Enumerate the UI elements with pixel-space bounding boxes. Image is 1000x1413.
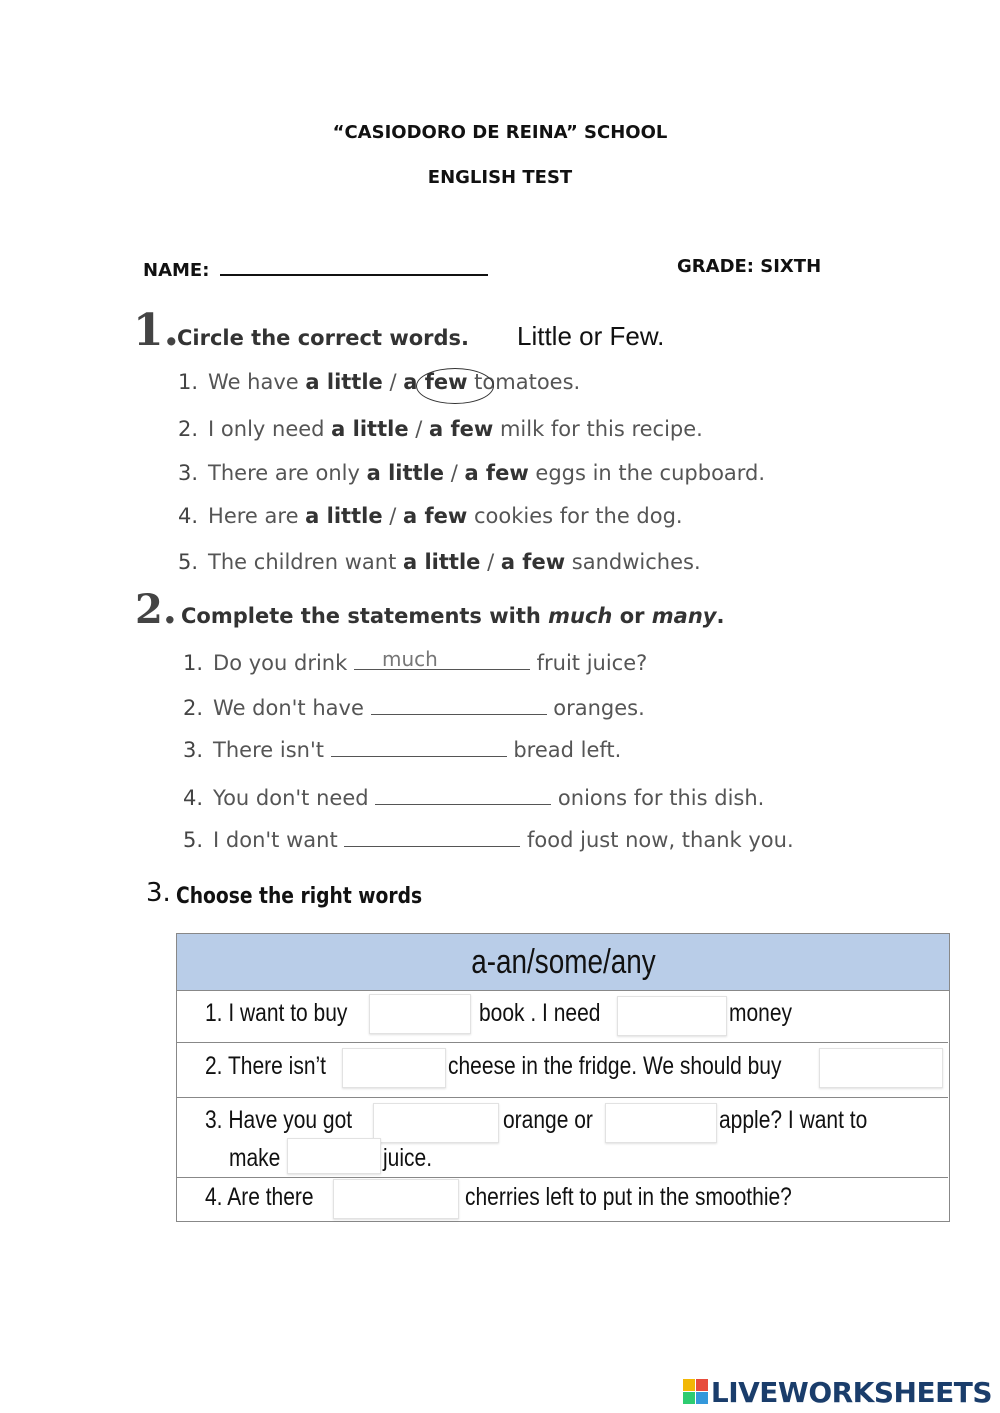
item-sep: / — [382, 504, 404, 528]
row1-answer-box-1[interactable] — [369, 994, 471, 1034]
item-number: 4. — [183, 786, 204, 810]
table-header-text: a-an/some/any — [470, 943, 656, 981]
row4-text-a: 4. Are there — [205, 1183, 314, 1211]
option-opt1[interactable]: a little — [331, 417, 409, 441]
section2-heading — [135, 586, 177, 633]
section2-title-end: . — [716, 604, 725, 628]
section1-item — [178, 504, 683, 528]
item-n: 5. — [178, 550, 199, 574]
item-pre: There are only — [208, 461, 367, 485]
table-row-2 — [177, 1043, 948, 1098]
item-post: eggs in the cupboard. — [528, 461, 766, 485]
item-number: 5. — [183, 828, 204, 852]
table-row-3 — [177, 1098, 948, 1178]
row1-text-a: 1. I want to buy — [205, 999, 348, 1027]
answer-blank[interactable] — [331, 736, 507, 757]
item-post: sandwiches. — [565, 550, 701, 574]
item-n: 1. — [178, 370, 199, 394]
item-number: 3. — [183, 738, 204, 762]
option-opt2[interactable]: a few — [464, 461, 529, 485]
answer-circle — [416, 368, 494, 404]
item-n: 2. — [178, 417, 199, 441]
section2-number: 2. — [135, 586, 177, 633]
item-post: cookies for the dog. — [467, 504, 683, 528]
section1-heading — [133, 305, 179, 356]
row3-answer-box-2[interactable] — [605, 1103, 717, 1143]
item-pre: There isn't — [213, 738, 331, 762]
table-row-4 — [177, 1178, 948, 1221]
name-label: NAME: — [143, 260, 210, 281]
row4-answer-box-1[interactable] — [333, 1179, 459, 1219]
item-pre: Do you drink — [213, 651, 354, 675]
option-opt1[interactable]: a little — [366, 461, 445, 485]
section2-title-pre: Complete the statements with — [181, 604, 549, 628]
row4-text-b: cherries left to put in the smoothie? — [465, 1183, 792, 1211]
item-pre: You don't need — [213, 786, 376, 810]
section2-item — [183, 736, 621, 762]
item-post: food just now, thank you. — [520, 828, 794, 852]
section2-word-many: many — [651, 604, 717, 628]
section3-number: 3. — [146, 878, 171, 908]
item-post: tomatoes. — [467, 370, 581, 394]
row3-answer-box-3[interactable] — [287, 1138, 381, 1174]
school-title: “CASIODORO DE REINA” SCHOOL — [332, 122, 668, 143]
item-number: 2. — [183, 696, 204, 720]
row3-text-d: make — [229, 1144, 281, 1172]
item-post: fruit juice? — [529, 651, 648, 675]
option-opt1[interactable]: a little — [402, 550, 481, 574]
row3-text-c: apple? I want to — [719, 1106, 868, 1134]
option-opt1[interactable]: a little — [305, 504, 383, 528]
item-sep: / — [480, 550, 501, 574]
item-post: bread left. — [506, 738, 622, 762]
section1-item — [178, 550, 701, 574]
item-n: 3. — [178, 461, 199, 485]
name-row — [143, 256, 488, 281]
row1-text-c: money — [729, 999, 793, 1027]
section2-item — [183, 694, 645, 720]
section2-title — [181, 604, 724, 628]
row2-text-b: cheese in the fridge. We should buy — [448, 1052, 782, 1080]
section1-item — [178, 461, 765, 485]
item-post: milk for this recipe. — [493, 417, 703, 441]
option-opt2[interactable]: a few — [403, 504, 468, 528]
section2-item — [183, 784, 764, 810]
item-pre: We have — [208, 370, 306, 394]
logo-icon — [683, 1379, 709, 1405]
section2-word-much: much — [548, 604, 613, 628]
example-answer: much — [382, 647, 438, 671]
section3-title: Choose the right words — [176, 884, 423, 909]
option-opt2[interactable]: a few — [403, 370, 468, 394]
section2-item — [183, 826, 794, 852]
row3-text-b: orange or — [503, 1106, 593, 1134]
answer-blank[interactable] — [375, 784, 551, 805]
answer-blank[interactable] — [371, 694, 547, 715]
option-opt2[interactable]: a few — [500, 550, 566, 574]
logo-text: LIVEWORKSHEETS — [710, 1376, 992, 1409]
answer-blank[interactable] — [344, 826, 520, 847]
section2-title-mid: or — [612, 604, 652, 628]
item-number: 1. — [183, 651, 204, 675]
item-pre: We don't have — [213, 696, 371, 720]
item-n: 4. — [178, 504, 199, 528]
row1-answer-box-2[interactable] — [617, 996, 727, 1036]
section1-item — [178, 417, 703, 441]
row3-text-e: juice. — [383, 1144, 433, 1172]
section1-number: 1. — [133, 305, 179, 356]
item-pre: The children want — [208, 550, 403, 574]
item-post: onions for this dish. — [551, 786, 765, 810]
test-title: ENGLISH TEST — [427, 167, 573, 188]
row3-answer-box-1[interactable] — [373, 1103, 499, 1143]
section1-subtitle: Little or Few. — [517, 321, 665, 351]
liveworksheets-logo[interactable] — [683, 1376, 992, 1409]
item-sep: / — [382, 370, 404, 394]
name-line[interactable] — [220, 256, 488, 276]
item-sep: / — [444, 461, 465, 485]
row3-text-a: 3. Have you got — [205, 1106, 353, 1134]
item-pre: I don't want — [213, 828, 345, 852]
option-opt2[interactable]: a few — [429, 417, 494, 441]
item-sep: / — [408, 417, 430, 441]
item-pre: Here are — [208, 504, 306, 528]
grade-label: GRADE: SIXTH — [677, 256, 822, 277]
answer-table — [176, 933, 950, 1222]
row2-answer-box-2[interactable] — [819, 1048, 943, 1088]
row2-text-a: 2. There isn’t — [205, 1052, 327, 1080]
option-opt1[interactable]: a little — [305, 370, 383, 394]
row1-text-b: book . I need — [479, 999, 601, 1027]
item-post: oranges. — [546, 696, 645, 720]
table-header — [177, 934, 949, 991]
section1-item — [178, 370, 580, 394]
row2-answer-box-1[interactable] — [342, 1048, 446, 1088]
table-row-1 — [177, 990, 948, 1043]
item-pre: I only need — [208, 417, 332, 441]
answer-blank[interactable] — [354, 649, 530, 670]
section1-title: Circle the correct words. — [177, 326, 470, 350]
